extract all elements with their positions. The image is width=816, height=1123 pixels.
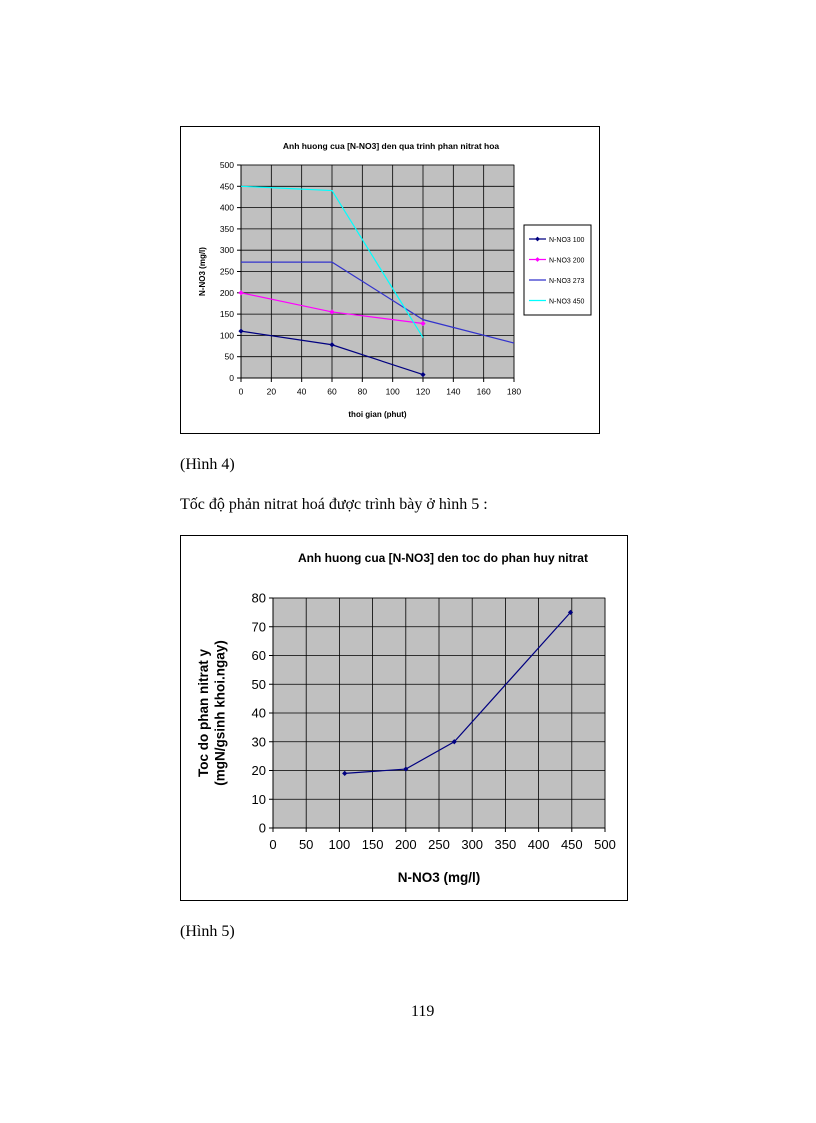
x-tick-label: 40 xyxy=(296,386,307,397)
y-tick-label: 150 xyxy=(219,309,234,320)
y-tick-label: 500 xyxy=(219,159,234,170)
x-tick-label: 100 xyxy=(328,837,351,852)
y-tick-label: 450 xyxy=(219,181,234,192)
denitrification-rate-chart xyxy=(180,535,628,901)
y-tick-label: 80 xyxy=(251,590,266,606)
x-tick-label: 150 xyxy=(361,837,384,852)
nitrate-time-chart-svg xyxy=(181,127,601,435)
y-tick-label: 30 xyxy=(251,734,266,750)
y-tick-label: 40 xyxy=(251,705,266,721)
figure-4-caption: (Hình 4) xyxy=(180,456,235,473)
x-tick-label: 100 xyxy=(385,386,400,397)
y-axis-label-line: (mgN/gsinh khoi.ngay) xyxy=(212,640,228,786)
y-tick-label: 100 xyxy=(219,330,234,341)
x-tick-label: 0 xyxy=(269,837,277,852)
x-tick-label: 80 xyxy=(357,386,368,397)
y-tick-label: 60 xyxy=(251,648,266,664)
y-axis-label: N-NO3 (mg/l) xyxy=(198,247,207,296)
x-tick-label: 180 xyxy=(506,386,522,397)
denitrification-rate-chart-svg xyxy=(181,536,629,902)
y-tick-label: 20 xyxy=(251,763,266,779)
x-axis-label: N-NO3 (mg/l) xyxy=(397,870,481,885)
y-tick-label: 350 xyxy=(219,223,234,234)
x-tick-label: 0 xyxy=(238,386,244,397)
x-tick-label: 250 xyxy=(428,837,450,852)
nitrate-time-chart xyxy=(180,126,600,434)
x-tick-label: 140 xyxy=(446,386,461,397)
x-tick-label: 350 xyxy=(494,837,517,852)
y-axis-label-line: Toc do phan nitrat y xyxy=(196,649,211,777)
y-tick-label: 0 xyxy=(229,372,234,383)
legend-label: N-NO3 100 xyxy=(549,237,585,244)
y-tick-label: 10 xyxy=(251,791,266,807)
legend-label: N-NO3 200 xyxy=(549,257,585,265)
legend-label: N-NO3 273 xyxy=(549,278,585,285)
x-tick-label: 60 xyxy=(327,386,337,397)
x-tick-label: 500 xyxy=(594,837,616,852)
y-tick-label: 250 xyxy=(219,266,234,277)
figure-5-caption: (Hình 5) xyxy=(180,923,235,940)
y-tick-label: 50 xyxy=(251,676,266,692)
x-tick-label: 400 xyxy=(527,837,550,852)
x-tick-label: 200 xyxy=(394,837,417,852)
x-tick-label: 160 xyxy=(476,386,491,397)
x-tick-label: 450 xyxy=(560,837,583,852)
y-tick-label: 200 xyxy=(219,287,234,298)
x-tick-label: 300 xyxy=(461,837,484,852)
x-axis-label: thoi gian (phut) xyxy=(348,410,407,419)
chart-title: Anh huong cua [N-NO3] den qua trinh phan nitrat hoa xyxy=(282,141,500,151)
y-tick-label: 300 xyxy=(219,245,234,256)
x-tick-label: 20 xyxy=(266,386,277,397)
body-paragraph: Tốc độ phản nitrat hoá được trình bày ở hình 5 : xyxy=(180,496,488,513)
legend-label: N-NO3 450 xyxy=(549,298,585,306)
y-tick-label: 400 xyxy=(219,202,234,213)
y-tick-label: 50 xyxy=(224,351,234,362)
x-tick-label: 120 xyxy=(415,386,431,397)
y-tick-label: 70 xyxy=(251,619,266,635)
chart-title: Anh huong cua [N-NO3] den toc do phan huy nitrat xyxy=(298,551,588,565)
y-tick-label: 0 xyxy=(258,820,266,836)
x-tick-label: 50 xyxy=(298,837,314,852)
page-number: 119 xyxy=(411,1003,435,1020)
